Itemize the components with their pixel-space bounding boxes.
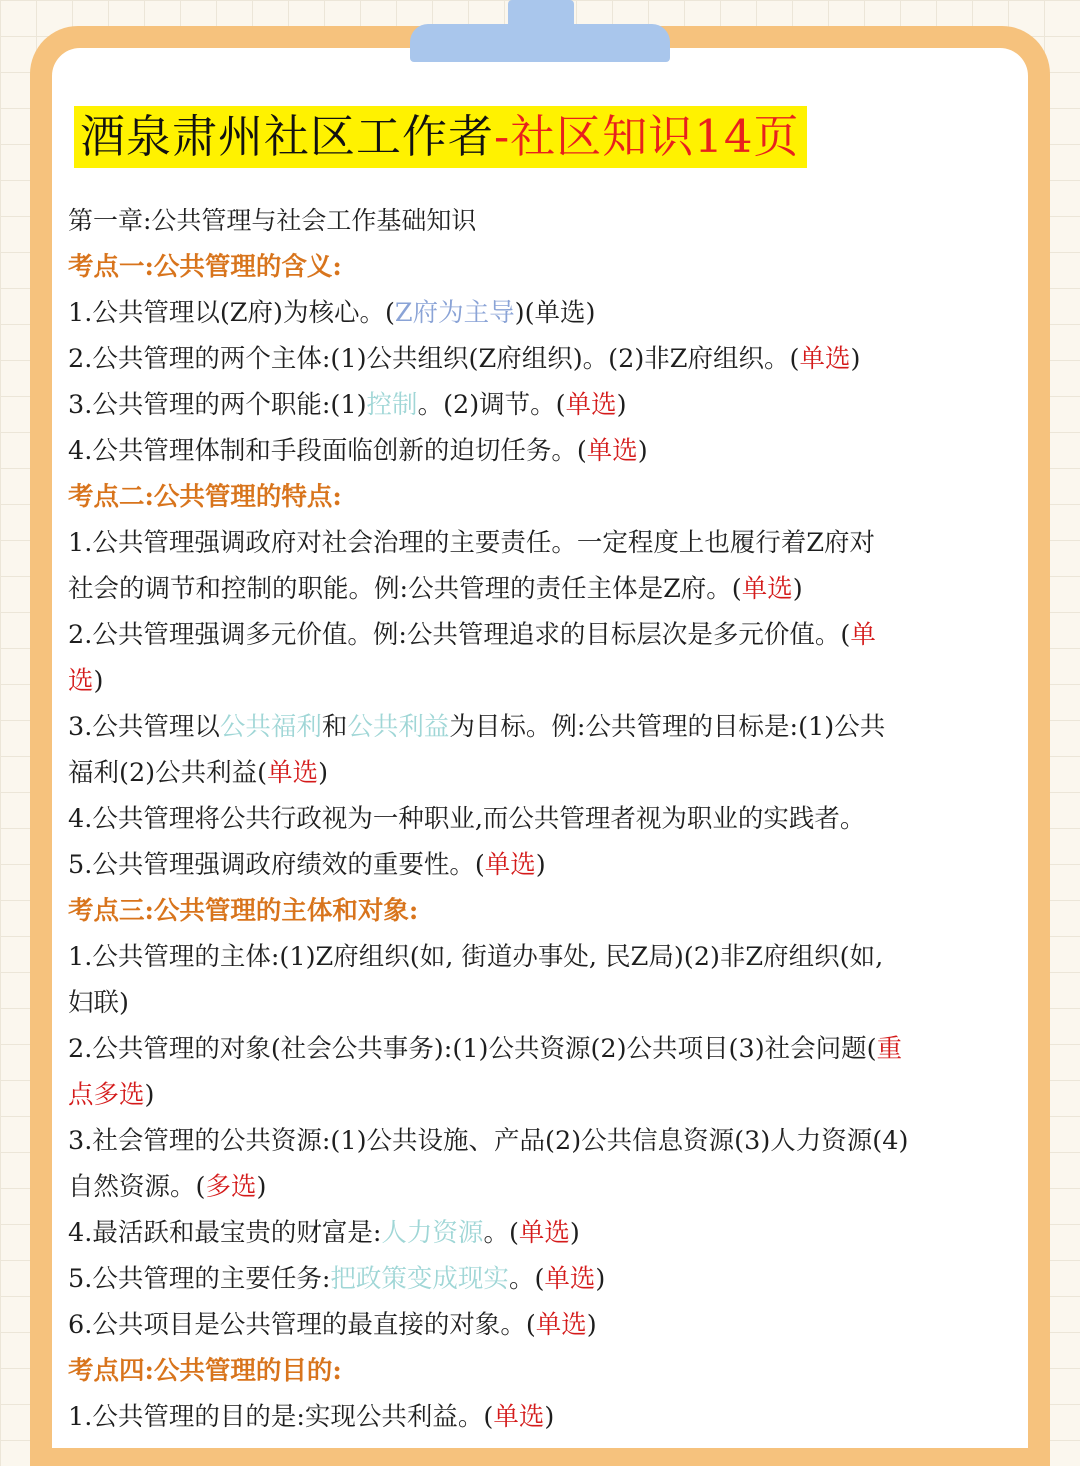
text: 4.最活跃和最宝贵的财富是: (68, 1218, 382, 1248)
kp2-heading: 考点二:公共管理的特点: (68, 482, 342, 512)
kp2-item-3-line-1 (68, 704, 1028, 750)
binder-clip-top (508, 0, 574, 26)
text: 5.公共管理的主要任务: (68, 1264, 331, 1294)
text: 为目标。例:公共管理的目标是:(1)公共 (449, 712, 886, 742)
text: ) (144, 1080, 155, 1110)
kp3-item-4 (68, 1210, 1028, 1256)
question-type-tag: 点多选 (68, 1080, 145, 1110)
kp3-item-1-line-1: 1.公共管理的主体:(1)Z府组织(如, 街道办事处, 民Z局)(2)非Z府组织(如, (68, 942, 884, 972)
kp2-item-4: 4.公共管理将公共行政视为一种职业,而公共管理者视为职业的实践者。 (68, 804, 866, 834)
kp1-item-2 (68, 336, 1028, 382)
kp3-item-1-line-2: 妇联) (68, 988, 129, 1018)
question-type-tag: 单选 (741, 574, 793, 604)
text: ) (616, 390, 627, 420)
text: 1.公共管理的目的是:实现公共利益。( (68, 1402, 494, 1432)
text: ) (595, 1264, 606, 1294)
question-type-tag: 单选 (518, 1218, 570, 1248)
kp3-item-3-line-1: 3.社会管理的公共资源:(1)公共设施、产品(2)公共信息资源(3)人力资源(4) (68, 1126, 909, 1156)
kp2-item-2-line-2 (68, 658, 1028, 704)
text: 福利(2)公共利益( (68, 758, 268, 788)
text: ) (586, 1310, 597, 1340)
page-title (74, 106, 807, 168)
binder-clip-body (410, 24, 670, 62)
text: ) (544, 1402, 555, 1432)
kp1-heading: 考点一:公共管理的含义: (68, 252, 342, 282)
text: 1.公共管理以(Z府)为核心。( (68, 298, 395, 328)
kp3-item-6 (68, 1302, 1028, 1348)
text: 2.公共管理强调多元价值。例:公共管理追求的目标层次是多元价值。( (68, 620, 851, 650)
text: 2.公共管理的对象(社会公共事务):(1)公共资源(2)公共项目(3)社会问题( (68, 1034, 877, 1064)
question-type-tag: 单选 (565, 390, 617, 420)
kp1-item-1 (68, 290, 1028, 336)
text: ) (318, 758, 329, 788)
question-type-tag: 单选 (544, 1264, 596, 1294)
text: 2.公共管理的两个主体:(1)公共组织(Z府组织)。(2)非Z府组织。( (68, 344, 800, 374)
text: ) (535, 850, 546, 880)
question-type-tag: 单选 (493, 1402, 545, 1432)
kp2-item-1-line-2 (68, 566, 1028, 612)
text: 自然资源。( (68, 1172, 206, 1202)
text: )(单选) (514, 298, 596, 328)
text: 。( (483, 1218, 519, 1248)
highlight-text: 控制 (366, 390, 418, 420)
kp1-item-3 (68, 382, 1028, 428)
highlight-text: 把政策变成现实 (330, 1264, 509, 1294)
text: ) (569, 1218, 580, 1248)
text: 。(2)调节。( (417, 390, 566, 420)
text: ) (850, 344, 861, 374)
title-highlight: -社区知识14页 (494, 110, 800, 163)
kp3-item-3-line-2 (68, 1164, 1028, 1210)
binder-clip (410, 0, 670, 64)
text: 3.公共管理的两个职能:(1) (68, 390, 367, 420)
highlight-text: 人力资源 (381, 1218, 484, 1248)
text: 4.公共管理体制和手段面临创新的迫切任务。( (68, 436, 587, 466)
text: 6.公共项目是公共管理的最直接的对象。( (68, 1310, 536, 1340)
text: 3.公共管理以 (68, 712, 220, 742)
question-type-tag: 选 (68, 666, 94, 696)
text: ) (637, 436, 648, 466)
kp2-item-3-line-2 (68, 750, 1028, 796)
question-type-tag: 单选 (799, 344, 851, 374)
highlight-text: Z府为主导 (394, 298, 515, 328)
text: 。( (508, 1264, 545, 1294)
kp3-item-2-line-1 (68, 1026, 1028, 1072)
kp2-item-1-line-1: 1.公共管理强调政府对社会治理的主要责任。一定程度上也履行着Z府对 (68, 528, 876, 558)
kp3-heading: 考点三:公共管理的主体和对象: (68, 896, 419, 926)
text: ) (93, 666, 104, 696)
highlight-text: 公共利益 (347, 712, 450, 742)
question-type-tag: 单选 (484, 850, 536, 880)
text: ) (792, 574, 803, 604)
text: 社会的调节和控制的职能。例:公共管理的责任主体是Z府。( (68, 574, 742, 604)
text: 5.公共管理强调政府绩效的重要性。( (68, 850, 485, 880)
title-main: 酒泉肃州社区工作者 (80, 110, 495, 163)
kp3-item-5 (68, 1256, 1028, 1302)
highlight-text: 公共福利 (219, 712, 322, 742)
kp4-item-1 (68, 1394, 1028, 1440)
text: 和 (321, 712, 348, 742)
kp4-heading: 考点四:公共管理的目的: (68, 1356, 342, 1386)
kp3-item-2-line-2 (68, 1072, 1028, 1118)
question-type-tag: 单选 (267, 758, 319, 788)
question-type-tag: 多选 (205, 1172, 257, 1202)
question-type-tag: 单选 (586, 436, 638, 466)
question-type-tag: 单 (850, 620, 876, 650)
chapter-heading: 第一章:公共管理与社会工作基础知识 (68, 206, 477, 235)
kp2-item-5 (68, 842, 1028, 888)
text: ) (256, 1172, 267, 1202)
kp2-item-2-line-1 (68, 612, 1028, 658)
question-type-tag: 重 (876, 1034, 903, 1064)
question-type-tag: 单选 (535, 1310, 587, 1340)
kp1-item-4 (68, 428, 1028, 474)
notes-content (68, 198, 1028, 1440)
